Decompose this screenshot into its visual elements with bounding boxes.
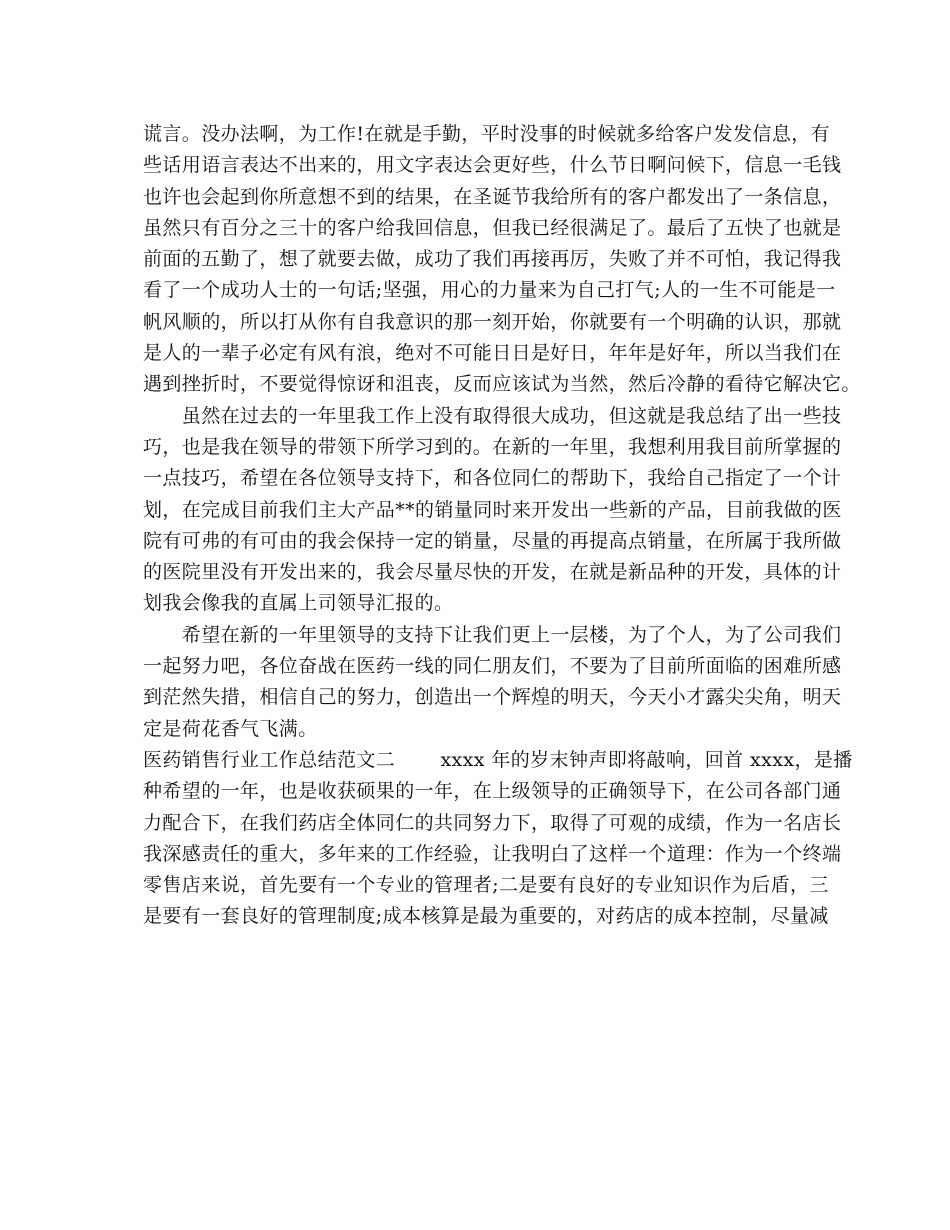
text-line: 划，在完成目前我们主大产品**的销量同时来开发出一些新的产品，目前我做的医 <box>143 498 842 521</box>
section-heading-line: 医药销售行业工作总结范文二 xxxx 年的岁末钟声即将敲响，回首 xxxx，是播 <box>143 748 853 771</box>
text-line: 是要有一套良好的管理制度;成本核算是最为重要的，对药店的成本控制，尽量减 <box>143 905 829 928</box>
text-line: 的医院里没有开发出来的，我会尽量尽快的开发，在就是新品种的开发，具体的计 <box>143 561 842 584</box>
text-line: 些话用语言表达不出来的，用文字表达会更好些，什么节日啊问候下，信息一毛钱 <box>143 154 842 177</box>
text-line: 虽然只有百分之三十的客户给我回信息，但我已经很满足了。最后了五快了也就是 <box>143 216 842 239</box>
text-line: 零售店来说，首先要有一个专业的管理者;二是要有良好的专业知识作为后盾，三 <box>143 874 829 897</box>
text-line: 谎言。没办法啊，为工作!在就是手勤，平时没事的时候就多给客户发发信息，有 <box>143 123 831 145</box>
text-line: 定是荷花香气飞满。 <box>143 717 318 740</box>
text-line: 帆风顺的，所以打从你有自我意识的那一刻开始，你就要有一个明确的认识，那就 <box>143 310 842 333</box>
text-line: 一点技巧，希望在各位领导支持下，和各位同仁的帮助下，我给自己指定了一个计 <box>143 467 842 490</box>
text-line: 种希望的一年，也是收获硕果的一年，在上级领导的正确领导下，在公司各部门通 <box>143 780 842 803</box>
text-line: 前面的五勤了，想了就要去做，成功了我们再接再厉，失败了并不可怕，我记得我 <box>143 248 842 271</box>
text-line: 一起努力吧，各位奋战在医药一线的同仁朋友们，不要为了目前所面临的困难所感 <box>143 655 842 678</box>
text-line: 我深感责任的重大，多年来的工作经验，让我明白了这样一个道理：作为一个终端 <box>143 842 842 865</box>
text-line: 力配合下，在我们药店全体同仁的共同努力下，取得了可观的成绩，作为一名店长 <box>143 811 842 834</box>
text-line: 巧，也是我在领导的带领下所学习到的。在新的一年里，我想利用我目前所掌握的 <box>143 435 842 458</box>
document-body <box>143 119 861 933</box>
text-line: 遇到挫折时，不要觉得惊讶和沮丧，反而应该试为当然，然后冷静的看待它解决它。 <box>143 373 861 396</box>
text-line: 院有可弗的有可由的我会保持一定的销量，尽量的再提高点销量，在所属于我所做 <box>143 529 842 552</box>
text-line: 看了一个成功人士的一句话;坚强，用心的力量来为自己打气;人的一生不可能是一 <box>143 279 836 302</box>
text-line: 也许也会起到你所意想不到的结果，在圣诞节我给所有的客户都发出了一条信息， <box>143 185 842 208</box>
text-line: 划我会像我的直属上司领导汇报的。 <box>143 592 454 615</box>
text-line: 到茫然失措，相信自己的努力，创造出一个辉煌的明天，今天小才露尖尖角，明天 <box>143 686 842 709</box>
text-line: 是人的一辈子必定有风有浪，绝对不可能日日是好日，年年是好年，所以当我们在 <box>143 342 842 365</box>
paragraph-start-line: 虽然在过去的一年里我工作上没有取得很大成功，但这就是我总结了出一些技 <box>143 404 842 427</box>
paragraph-start-line: 希望在新的一年里领导的支持下让我们更上一层楼，为了个人，为了公司我们 <box>143 623 842 646</box>
